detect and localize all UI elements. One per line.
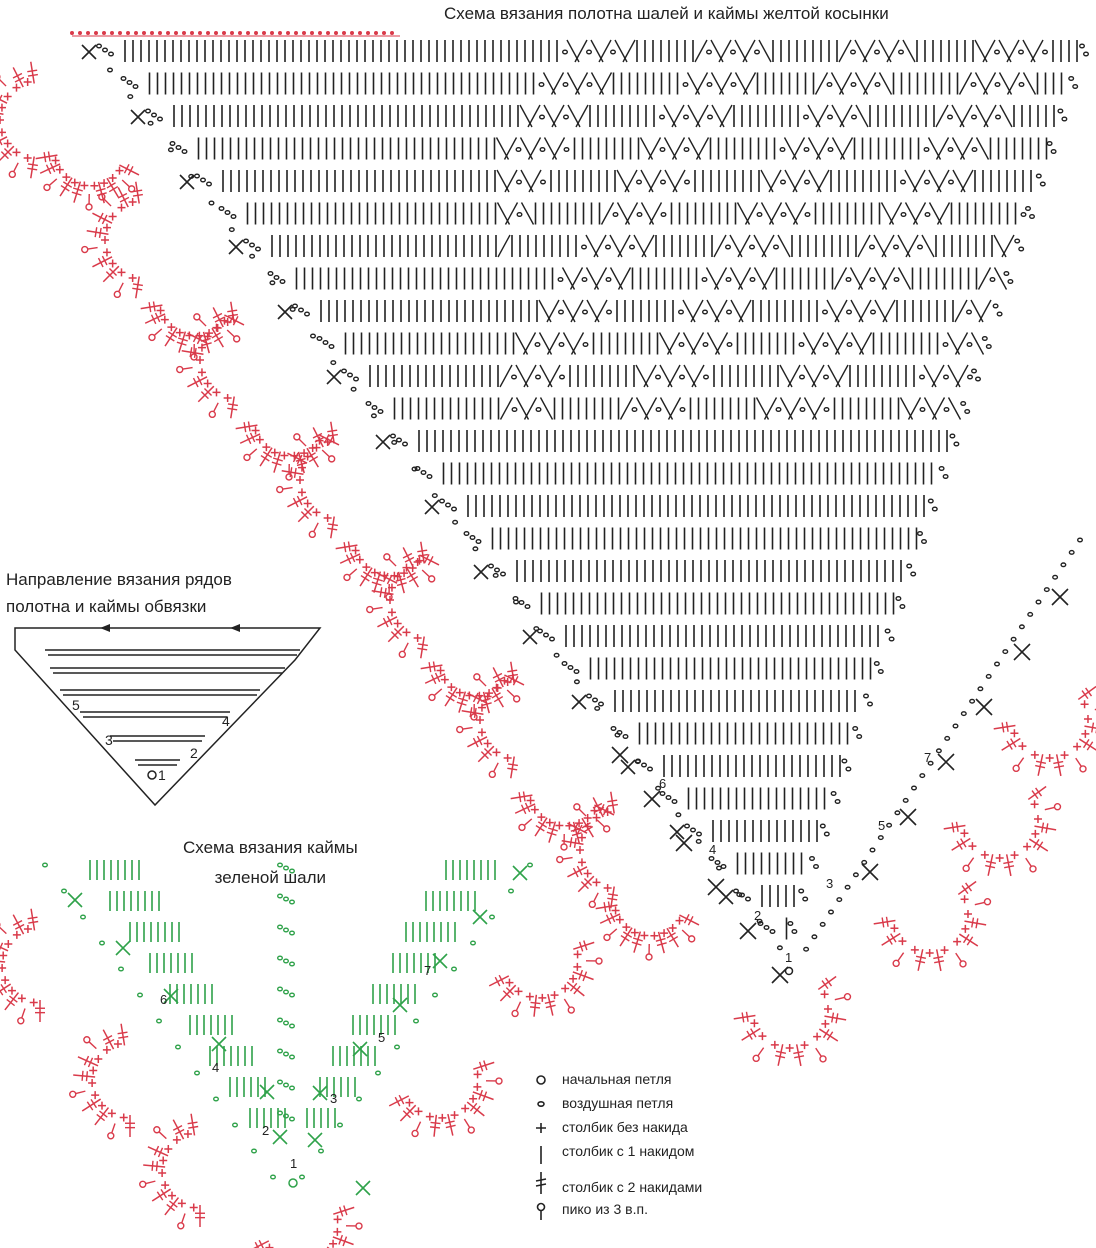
green-row-number: 2 [262, 1123, 270, 1138]
ring-icon [533, 1068, 549, 1092]
row-number-label: 6 [659, 776, 667, 791]
legend-label: воздушная петля [562, 1095, 674, 1111]
direction-row-number: 2 [190, 745, 198, 761]
row-number-label: 2 [754, 908, 762, 923]
row-number-label: 7 [924, 750, 932, 765]
legend-item [533, 1068, 793, 1092]
row-number-label: 4 [709, 842, 717, 857]
legend-label: столбик с 2 накидами [562, 1179, 703, 1195]
picot-icon [533, 1198, 549, 1222]
legend-item [533, 1198, 793, 1222]
green-row-number: 7 [424, 963, 432, 978]
legend-label: пико из 3 в.п. [562, 1201, 648, 1217]
green-border-caption-line2: зеленой шали [214, 868, 327, 887]
green-row-number: 5 [378, 1030, 386, 1045]
direction-row-number: 5 [72, 697, 80, 713]
green-row-number: 1 [290, 1156, 298, 1171]
direction-row-number: 1 [158, 767, 166, 783]
row-number-label: 1 [785, 950, 793, 965]
direction-caption-line1: Направление вязания рядов [6, 570, 232, 589]
legend-label: столбик с 1 накидом [562, 1143, 695, 1159]
legend-item [533, 1092, 793, 1116]
dot-icon [533, 1092, 549, 1116]
direction-row-number: 4 [222, 713, 230, 729]
symbol-legend [533, 1068, 793, 1222]
legend-item [533, 1170, 793, 1198]
legend-item [533, 1116, 793, 1140]
green-row-number: 4 [212, 1060, 220, 1075]
bar-icon [533, 1140, 549, 1164]
direction-caption [6, 566, 232, 620]
row-number-label: 3 [826, 876, 834, 891]
legend-label: столбик без накида [562, 1119, 688, 1135]
direction-caption-line2: полотна и каймы обвязки [6, 597, 207, 616]
diagram-title: Схема вязания полотна шалей и каймы желтой косынки [444, 4, 889, 23]
green-border-caption [183, 833, 358, 893]
double-cross-bar-icon [533, 1170, 549, 1194]
green-row-number: 3 [330, 1091, 338, 1106]
green-border-chart [43, 860, 533, 1195]
cross-icon [533, 1116, 549, 1140]
start-ring [786, 968, 793, 975]
row-number-label: 5 [878, 818, 886, 833]
legend-label: начальная петля [562, 1071, 672, 1087]
direction-arrows-diagram [15, 624, 320, 805]
direction-row-number: 3 [105, 732, 113, 748]
green-border-caption-line1: Схема вязания каймы [183, 838, 358, 857]
top-border-row [70, 31, 400, 36]
legend-item [533, 1140, 793, 1170]
green-row-number: 6 [160, 992, 168, 1007]
